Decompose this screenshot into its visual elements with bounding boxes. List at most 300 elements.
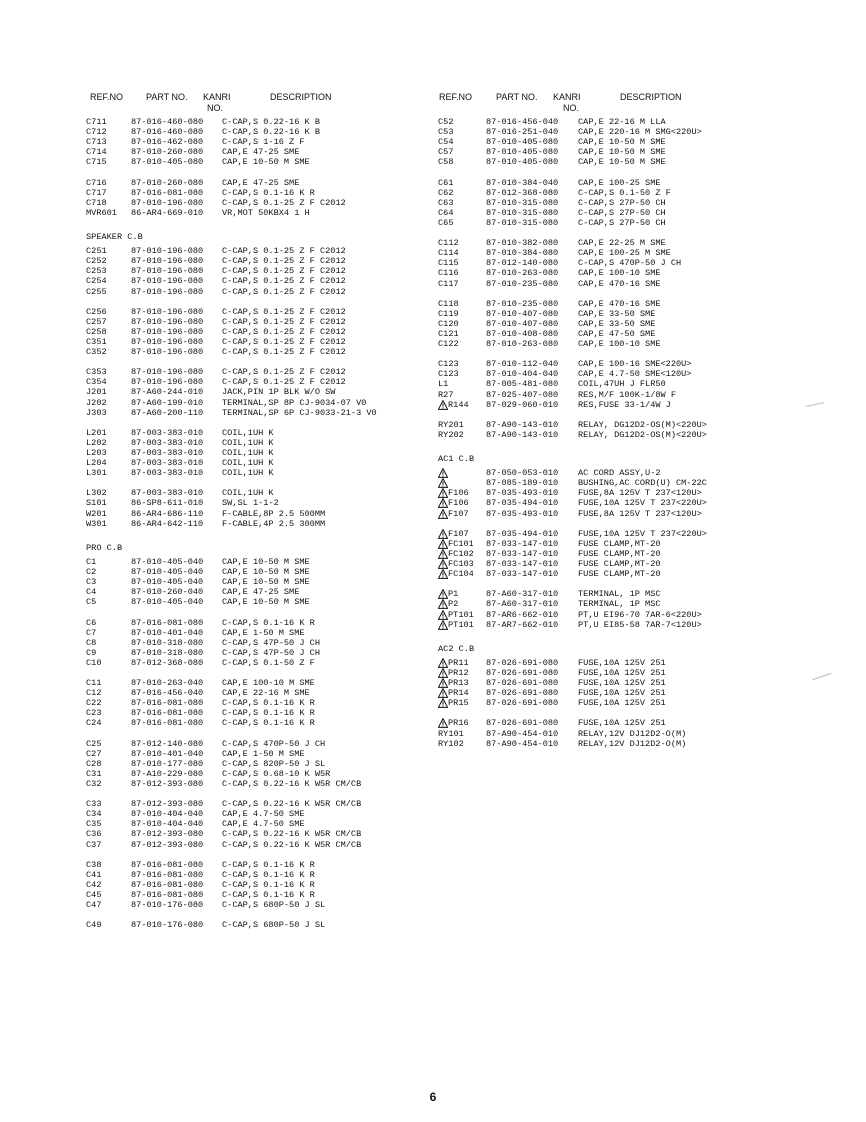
description: COIL,1UH K: [222, 448, 274, 458]
description: TERMINAL,SP 8P CJ-9034-07 V0: [222, 397, 367, 408]
part-no: 87-010-384-080: [486, 248, 559, 259]
part-no: 87-010-196-080: [131, 286, 204, 297]
part-no: 87-033-147-010: [486, 538, 559, 549]
safety-warning-icon: [438, 400, 448, 410]
description: CAP,E 100-10 SME: [578, 339, 661, 350]
parts-row: [438, 729, 838, 739]
parts-row: [438, 509, 838, 519]
description: C-CAP,S 0.1-25 Z F C2012: [222, 246, 346, 257]
description: COIL,1UH K: [222, 427, 274, 438]
parts-row: [86, 347, 426, 357]
parts-row: [86, 648, 426, 658]
ref-no: C6: [86, 617, 97, 628]
description: BUSHING,AC CORD(U) CM-22C: [578, 478, 707, 489]
description: CAP,E 10-50 M SME: [222, 567, 310, 578]
part-no: 87-010-177-080: [131, 758, 204, 769]
ref-no: C25: [86, 738, 102, 749]
description: C-CAP,S 27P-50 CH: [578, 197, 666, 208]
ref-no: PR15: [448, 698, 469, 709]
ref-no: C64: [438, 207, 454, 218]
parts-row: [438, 258, 838, 268]
description: CAP,E 10-50 M SME: [578, 157, 666, 168]
parts-row: [86, 587, 426, 597]
parts-row: [86, 256, 426, 266]
part-no: 87-010-176-080: [131, 920, 204, 931]
description: F-CABLE,4P 2.5 300MM: [222, 518, 326, 529]
description: C-CAP,S 0.22-16 K W5R CM/CB: [222, 839, 362, 850]
section-heading: SPEAKER C.B: [86, 232, 143, 243]
ref-no: C714: [86, 147, 107, 158]
group-spacer: [438, 410, 838, 420]
ref-no: C9: [86, 647, 97, 658]
ref-no: L302: [86, 488, 107, 499]
part-no: 87-012-393-080: [131, 839, 204, 850]
part-no: 87-010-407-080: [486, 318, 559, 329]
part-no: 87-010-235-080: [486, 298, 559, 309]
description: C-CAP,S 0.1-16 K R: [222, 869, 315, 880]
description: RES,FUSE 33-1/4W J: [578, 399, 671, 410]
description: C-CAP,S 0.1-16 K R: [222, 879, 315, 890]
description: C-CAP,S 0.1-16 K R: [222, 187, 315, 198]
part-no: 87-AR7-662-010: [486, 619, 559, 630]
parts-row: [86, 890, 426, 900]
ref-no: C123: [438, 359, 459, 370]
part-no: 87-A90-143-010: [486, 419, 559, 430]
parts-row: [86, 678, 426, 688]
group-spacer: [438, 708, 838, 718]
ref-no: FC102: [448, 548, 474, 559]
ref-no: C256: [86, 306, 107, 317]
part-no: 87-010-405-040: [131, 567, 204, 578]
group-spacer: [438, 519, 838, 529]
header-kanri-no: NO.: [207, 103, 224, 113]
part-no: 87-010-196-080: [131, 326, 204, 337]
parts-row: [86, 638, 426, 648]
safety-warning-icon: [438, 478, 448, 488]
ref-no: C57: [438, 147, 454, 158]
part-no: 86-AR4-686-110: [131, 508, 204, 519]
part-no: 87-010-315-080: [486, 217, 559, 228]
ref-no: C37: [86, 839, 102, 850]
description: C-CAP,S 0.22-16 K W5R CM/CB: [222, 829, 362, 840]
ref-no: C45: [86, 890, 102, 901]
parts-row: [438, 238, 838, 248]
part-no: 87-010-382-080: [486, 238, 559, 249]
ref-no: C114: [438, 248, 459, 259]
part-no: 86-SP8-611-010: [131, 498, 204, 509]
safety-warning-icon: [438, 529, 448, 539]
part-no: 87-010-235-080: [486, 278, 559, 289]
part-no: 87-016-456-040: [486, 117, 559, 127]
part-no: 87-003-383-010: [131, 458, 204, 469]
parts-row: [438, 369, 838, 379]
description: COIL,1UH K: [222, 437, 274, 448]
parts-row: [86, 769, 426, 779]
part-no: 87-016-081-080: [131, 187, 204, 198]
ref-no: C116: [438, 268, 459, 279]
parts-row: [86, 178, 426, 188]
ref-no: C24: [86, 718, 102, 729]
ref-no: FC104: [448, 569, 474, 580]
description: CAP,E 33-50 SME: [578, 308, 656, 319]
safety-warning-icon: [438, 698, 448, 708]
description: FUSE,10A 125V T 237<220U>: [578, 528, 707, 539]
description: CAP,E 100-25 M SME: [578, 248, 671, 259]
header-kanri: KANRI: [203, 92, 231, 102]
description: CAP,E 47-50 SME: [578, 328, 656, 339]
part-no: 87-016-081-080: [131, 879, 204, 890]
ref-no: C65: [438, 217, 454, 228]
parts-row: [86, 749, 426, 759]
ref-no: C22: [86, 698, 102, 709]
part-no: 87-010-176-080: [131, 900, 204, 911]
ref-no: C52: [438, 117, 454, 127]
description: CAP,E 4.7-50 SME: [222, 809, 305, 820]
part-no: 87-005-481-080: [486, 379, 559, 390]
part-no: 87-025-407-080: [486, 389, 559, 400]
ref-no: R144: [448, 399, 469, 410]
part-no: 87-010-404-040: [131, 809, 204, 820]
parts-row: [438, 529, 838, 539]
parts-row: [86, 147, 426, 157]
parts-row: [438, 359, 838, 369]
ref-no: C34: [86, 809, 102, 820]
part-no: 87-026-691-080: [486, 667, 559, 678]
group-spacer: [438, 630, 838, 640]
safety-warning-icon: [438, 468, 448, 478]
parts-row: [438, 420, 838, 430]
part-no: 87-010-408-080: [486, 328, 559, 339]
ref-no: C717: [86, 187, 107, 198]
part-no: 87-003-383-010: [131, 488, 204, 499]
description: C-CAP,S 0.1-16 K R: [222, 617, 315, 628]
parts-row: [86, 337, 426, 347]
part-no: 87-035-493-010: [486, 488, 559, 499]
ref-no: C351: [86, 336, 107, 347]
parts-row: [438, 599, 838, 609]
part-no: 87-010-196-080: [131, 246, 204, 257]
parts-row: [86, 900, 426, 910]
parts-row: [86, 266, 426, 276]
ref-no: PR11: [448, 657, 469, 668]
ref-no: C53: [438, 127, 454, 138]
description: C-CAP,S 0.1-25 Z F C2012: [222, 197, 346, 208]
group-spacer: [438, 579, 838, 589]
ref-no: C255: [86, 286, 107, 297]
safety-warning-icon: [438, 569, 448, 579]
parts-row: [86, 739, 426, 749]
description: C-CAP,S 27P-50 CH: [578, 217, 666, 228]
ref-no: PT101: [448, 619, 474, 630]
parts-row: [86, 428, 426, 438]
part-no: 87-A60-244-010: [131, 387, 204, 398]
ref-no: C112: [438, 238, 459, 249]
ref-no: C49: [86, 920, 102, 931]
parts-row: [86, 880, 426, 890]
part-no: 87-010-196-080: [131, 377, 204, 388]
description: CAP,E 10-50 M SME: [222, 157, 310, 168]
part-no: 87-035-494-010: [486, 528, 559, 539]
group-spacer: [86, 478, 426, 488]
description: C-CAP,S 0.1-25 Z F C2012: [222, 316, 346, 327]
part-no: 87-010-405-040: [131, 556, 204, 567]
part-no: 87-035-493-010: [486, 508, 559, 519]
description: C-CAP,S 47P-50 J CH: [222, 647, 320, 658]
parts-row: [438, 688, 838, 698]
group-spacer: [86, 297, 426, 307]
part-no: 87-010-196-080: [131, 306, 204, 317]
part-no: 87-010-405-080: [486, 147, 559, 158]
part-no: 87-010-405-080: [131, 157, 204, 168]
part-no: 87-A60-317-010: [486, 589, 559, 600]
description: CAP,E 10-50 M SME: [578, 137, 666, 148]
group-spacer: [86, 529, 426, 539]
ref-no: C2: [86, 567, 97, 578]
safety-warning-icon: [438, 668, 448, 678]
parts-row: [86, 367, 426, 377]
part-no: 87-033-147-010: [486, 569, 559, 580]
part-no: 87-010-401-040: [131, 627, 204, 638]
part-no: 87-003-383-010: [131, 437, 204, 448]
parts-row: [438, 610, 838, 620]
ref-no: FC103: [448, 559, 474, 570]
description: C-CAP,S 820P-50 J SL: [222, 758, 326, 769]
description: C-CAP,S 0.1-16 K R: [222, 708, 315, 719]
part-no: 87-016-081-080: [131, 869, 204, 880]
parts-row: [86, 327, 426, 337]
parts-row: [86, 688, 426, 698]
ref-no: C718: [86, 197, 107, 208]
part-no: 87-010-404-040: [131, 819, 204, 830]
part-no: 87-012-393-080: [131, 799, 204, 810]
description: C-CAP,S 0.1-25 Z F C2012: [222, 336, 346, 347]
parts-row: [438, 739, 838, 749]
part-no: 87-A60-317-010: [486, 599, 559, 610]
ref-no: RY202: [438, 429, 464, 440]
parts-row: [438, 390, 838, 400]
description: CAP,E 220-16 M SMG<220U>: [578, 127, 702, 138]
group-spacer: [86, 167, 426, 177]
safety-warning-icon: [438, 559, 448, 569]
ref-no: C353: [86, 367, 107, 378]
description: CAP,E 470-16 SME: [578, 298, 661, 309]
parts-row: [86, 208, 426, 218]
section-heading: AC1 C.B: [438, 454, 475, 465]
part-no: 87-026-691-080: [486, 657, 559, 668]
part-no: 87-016-081-080: [131, 718, 204, 729]
part-no: 87-010-405-040: [131, 597, 204, 608]
parts-row: [438, 339, 838, 349]
description: CAP,E 1-50 M SME: [222, 748, 305, 759]
part-no: 87-016-462-080: [131, 137, 204, 148]
parts-row: [86, 137, 426, 147]
group-spacer: [86, 218, 426, 228]
group-spacer: [86, 910, 426, 920]
parts-row: [86, 448, 426, 458]
parts-row: [86, 377, 426, 387]
header-part-no: PART NO.: [146, 92, 188, 102]
ref-no: C118: [438, 298, 459, 309]
description: TERMINAL, 1P MSC: [578, 589, 661, 600]
ref-no: J303: [86, 407, 107, 418]
page-number: 6: [429, 1090, 437, 1104]
part-no: 87-029-060-010: [486, 399, 559, 410]
description: FUSE,8A 125V T 237<120U>: [578, 488, 702, 499]
description: FUSE,10A 125V 251: [578, 718, 666, 729]
part-no: 87-010-196-080: [131, 276, 204, 287]
ref-no: RY201: [438, 419, 464, 430]
part-no: 87-010-405-040: [131, 577, 204, 588]
ref-no: PR12: [448, 667, 469, 678]
description: PT,U EI96-70 7AR-6<220U>: [578, 609, 702, 620]
ref-no: C121: [438, 328, 459, 339]
part-no: 87-010-196-080: [131, 197, 204, 208]
part-no: 87-016-251-040: [486, 127, 559, 138]
ref-no: S101: [86, 498, 107, 509]
part-no: 87-016-456-040: [131, 688, 204, 699]
ref-no: C252: [86, 256, 107, 267]
part-no: 87-010-263-040: [131, 678, 204, 689]
section-heading: AC2 C.B: [438, 643, 475, 654]
parts-row: [438, 488, 838, 498]
parts-row: [86, 698, 426, 708]
ref-no: C254: [86, 276, 107, 287]
header-ref-no: REF.NO: [90, 92, 124, 102]
parts-row: [438, 218, 838, 228]
parts-row: [438, 208, 838, 218]
description: F-CABLE,8P 2.5 500MM: [222, 508, 326, 519]
part-no: 87-010-405-080: [486, 137, 559, 148]
parts-row: [438, 379, 838, 389]
ref-no: C715: [86, 157, 107, 168]
ref-no: C711: [86, 117, 107, 127]
description: C-CAP,S 680P-50 J SL: [222, 920, 326, 931]
description: C-CAP,S 0.1-25 Z F C2012: [222, 367, 346, 378]
description: C-CAP,S 0.1-16 K R: [222, 859, 315, 870]
ref-no: C123: [438, 369, 459, 380]
ref-no: PR14: [448, 688, 469, 699]
description: C-CAP,S 0.1-16 K R: [222, 890, 315, 901]
ref-no: W201: [86, 508, 107, 519]
parts-row: [86, 458, 426, 468]
ref-no: L1: [438, 379, 449, 390]
ref-no: C63: [438, 197, 454, 208]
ref-no: C62: [438, 187, 454, 198]
parts-row: [86, 618, 426, 628]
description: CAP,E 100-16 SME<220U>: [578, 359, 692, 370]
part-no: 87-012-393-080: [131, 779, 204, 789]
parts-row: [86, 759, 426, 769]
parts-row: [86, 628, 426, 638]
parts-row: [86, 557, 426, 567]
description: FUSE CLAMP,MT-20: [578, 559, 661, 570]
description: C-CAP,S 0.1-25 Z F C2012: [222, 256, 346, 267]
header-kanri-no: NO.: [563, 103, 580, 113]
part-no: 87-010-404-040: [486, 369, 559, 380]
safety-warning-icon: [438, 658, 448, 668]
ref-no: C28: [86, 758, 102, 769]
part-no: 87-033-147-010: [486, 559, 559, 570]
part-no: 87-016-081-080: [131, 698, 204, 709]
ref-no: PR16: [448, 718, 469, 729]
group-spacer: [438, 349, 838, 359]
description: CAP,E 47-25 SME: [222, 147, 300, 158]
ref-no: C3: [86, 577, 97, 588]
parts-row: [86, 718, 426, 728]
parts-row: [438, 248, 838, 258]
description: C-CAP,S 470P-50 J CH: [578, 258, 682, 269]
ref-no: C41: [86, 869, 102, 880]
description: RELAY,12V DJ12D2-O(M): [578, 738, 687, 749]
parts-row: [438, 137, 838, 147]
description: FUSE,10A 125V 251: [578, 678, 666, 689]
parts-row: [438, 559, 838, 569]
description: CAP,E 10-50 M SME: [578, 147, 666, 158]
parts-row: [438, 319, 838, 329]
part-no: 87-016-081-080: [131, 890, 204, 901]
description: C-CAP,S 0.1-25 Z F C2012: [222, 347, 346, 358]
ref-no: L301: [86, 468, 107, 479]
description: PT,U EI85-58 7AR-7<120U>: [578, 619, 702, 630]
ref-no: L204: [86, 458, 107, 469]
ref-no: C117: [438, 278, 459, 289]
parts-row: [86, 509, 426, 519]
ref-no: C122: [438, 339, 459, 350]
description: CAP,E 22-16 M LLA: [578, 117, 666, 127]
parts-row: [86, 127, 426, 137]
description: C-CAP,S 680P-50 J SL: [222, 900, 326, 911]
part-no: 87-016-460-080: [131, 127, 204, 138]
description: COIL,1UH K: [222, 468, 274, 479]
part-no: 87-026-691-080: [486, 678, 559, 689]
parts-row: [86, 920, 426, 930]
description: C-CAP,S 0.1-25 Z F C2012: [222, 306, 346, 317]
ref-no: F106: [448, 498, 469, 509]
part-no: 87-A90-143-010: [486, 429, 559, 440]
part-no: 87-010-315-080: [486, 207, 559, 218]
ref-no: C42: [86, 879, 102, 890]
parts-row: [86, 498, 426, 508]
ref-no: PR13: [448, 678, 469, 689]
part-no: 87-003-383-010: [131, 448, 204, 458]
description: C-CAP,S 0.1-25 Z F C2012: [222, 266, 346, 277]
part-no: 87-012-140-080: [486, 258, 559, 269]
part-no: 87-010-196-080: [131, 256, 204, 267]
part-no: 87-026-691-080: [486, 698, 559, 709]
ref-no: C35: [86, 819, 102, 830]
part-no: 87-003-383-010: [131, 427, 204, 438]
part-no: 87-012-368-080: [486, 187, 559, 198]
ref-no: J201: [86, 387, 107, 398]
ref-no: C12: [86, 688, 102, 699]
parts-row: [438, 468, 838, 478]
ref-no: C36: [86, 829, 102, 840]
parts-row: [438, 178, 838, 188]
part-no: 87-010-401-040: [131, 748, 204, 759]
description: C-CAP,S 0.1-25 Z F C2012: [222, 286, 346, 297]
ref-no: C120: [438, 318, 459, 329]
parts-row: [86, 198, 426, 208]
group-spacer: [438, 289, 838, 299]
ref-no: C251: [86, 246, 107, 257]
description: CAP,E 100-25 SME: [578, 177, 661, 188]
description: AC CORD ASSY,U-2: [578, 468, 661, 479]
group-spacer: [86, 357, 426, 367]
parts-row: [438, 127, 838, 137]
safety-warning-icon: [438, 488, 448, 498]
description: FUSE,10A 125V 251: [578, 657, 666, 668]
ref-no: C54: [438, 137, 454, 148]
